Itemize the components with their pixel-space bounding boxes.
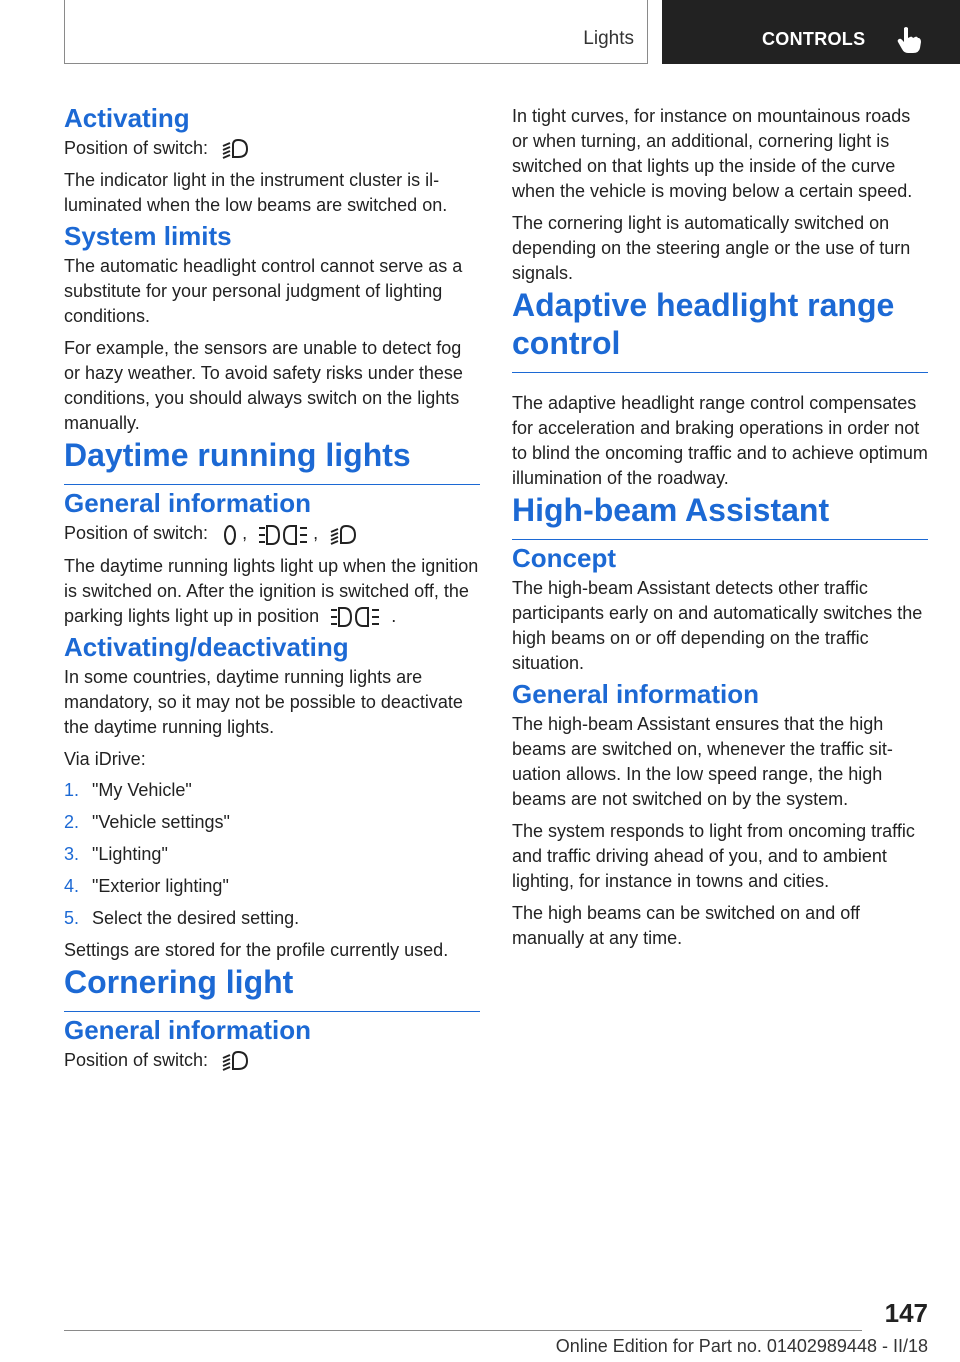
switch-label: Position of switch: [64,523,209,544]
hba-paragraph-1: The high-beam Assistant ensures that the high beams are switched on, whenever the traffic situation allows. In the low speed range, the high beams are not switched on by the system. [512,714,893,809]
heading-cornering-general-information: General information [64,1014,312,1045]
step-text: Select the desired setting. [92,907,300,928]
heading-daytime-running-lights: Daytime running lights [64,436,480,485]
heading-concept: Concept [512,543,616,573]
low-beam-headlight-icon [221,1049,249,1073]
list-item [64,906,480,931]
step-number: 1. [64,779,80,800]
concept-paragraph: The high-beam Assistant detects other traffic participants early on and automatically switches the high beams on or off depending on the traffic situation. [512,578,923,673]
limits-paragraph-2: For example, the sensors are unable to detect fog or hazy weather. To avoid safety risks under these conditions, you should always switch on the lights manually. [64,338,463,434]
switch-label: Position of switch: [64,138,209,158]
limits-paragraph-1: The automatic headlight control cannot serve as a substitute for your personal judgment of lighting conditions. [64,256,463,327]
lights-off-icon [223,523,237,547]
pointing-hand-icon [896,26,922,54]
step-text: "Vehicle settings" [92,811,230,832]
hba-paragraph-3: The high beams can be switched on and off manually at any time. [512,903,860,948]
parking-lights-icon [258,523,308,547]
header-frame [64,0,648,64]
switch-label: Position of switch: [64,1049,209,1070]
heading-system-limits: System limits [64,221,232,252]
separator: , [313,523,319,544]
header-tab-label: CONTROLS [762,29,866,49]
heading-activating: Activating [64,103,190,133]
header-section-title: Lights [583,28,634,49]
list-item [64,810,480,835]
footer-edition: Online Edition for Part no. 01402989448 - II/18 [555,1336,928,1356]
step-text: "My Vehicle" [92,779,192,800]
drl-act-paragraph-1: In some countries, daytime running lights are mandatory, so it may not be possible to deactivate the daytime running lights. [64,666,463,737]
page-number: 147 [884,1298,928,1328]
list-item [64,842,480,867]
list-item [64,874,480,899]
drl-paragraph [64,554,480,629]
low-beam-headlight-icon [329,523,357,547]
activating-paragraph: The indicator light in the instrument cluster is illuminated when the low beams are switched on. [64,170,448,216]
drl-paragraph-end: . [391,605,397,626]
step-number: 3. [64,843,80,864]
list-item [64,778,480,803]
heading-activating-deactivating: Activating/deactivating [64,631,349,662]
activating-switch-position [64,136,480,161]
heading-cornering-light: Cornering light [64,963,480,1012]
heading-hba-general-information: General information [512,679,760,709]
heading-high-beam-assistant: High-beam Assistant [512,491,928,540]
cornering-switch-position [64,1048,480,1073]
heading-adaptive-headlight-range-control: Adaptive headlight range control [512,286,928,373]
idrive-steps-list [64,778,480,931]
left-column [64,100,480,1073]
header-tab-controls[interactable] [662,0,960,64]
drl-paragraph-text: The daytime running lights light up when the ignition is switched on. After the ignition is switched off, the parking lights light up in position [64,555,479,626]
ahrc-paragraph: The adaptive headlight range control compensates for acceleration and braking operations in order not to blind the oncoming traffic and to achieve optimum illumination of the roadway. [512,393,928,488]
step-text: "Exterior lighting" [92,875,229,896]
drl-switch-positions [64,521,480,546]
low-beam-headlight-icon [221,137,249,161]
step-number: 5. [64,907,80,928]
parking-lights-icon [330,605,380,629]
hba-paragraph-2: The system responds to light from oncoming traffic and traffic driving ahead of you, and to ambient lighting, for instance in towns and cities. [512,821,915,891]
footer-divider [64,1330,862,1331]
step-text: "Lighting" [92,843,168,864]
drl-act-paragraph-3: Settings are stored for the profile currently used. [64,939,449,960]
step-number: 2. [64,811,80,832]
drl-act-paragraph-2: Via iDrive: [64,748,146,769]
cornering-paragraph-2: The cornering light is automatically switched on depending on the steering angle or the use of turn signals. [512,213,911,283]
right-column [512,104,928,951]
separator: , [242,523,248,544]
step-number: 4. [64,875,80,896]
heading-drl-general-information: General information [64,488,312,519]
cornering-paragraph-1: In tight curves, for instance on mountainous roads or when turning, an additional, cornering light is switched on that lights up the inside of the curve when the vehicle is moving below a certain speed. [512,106,913,201]
